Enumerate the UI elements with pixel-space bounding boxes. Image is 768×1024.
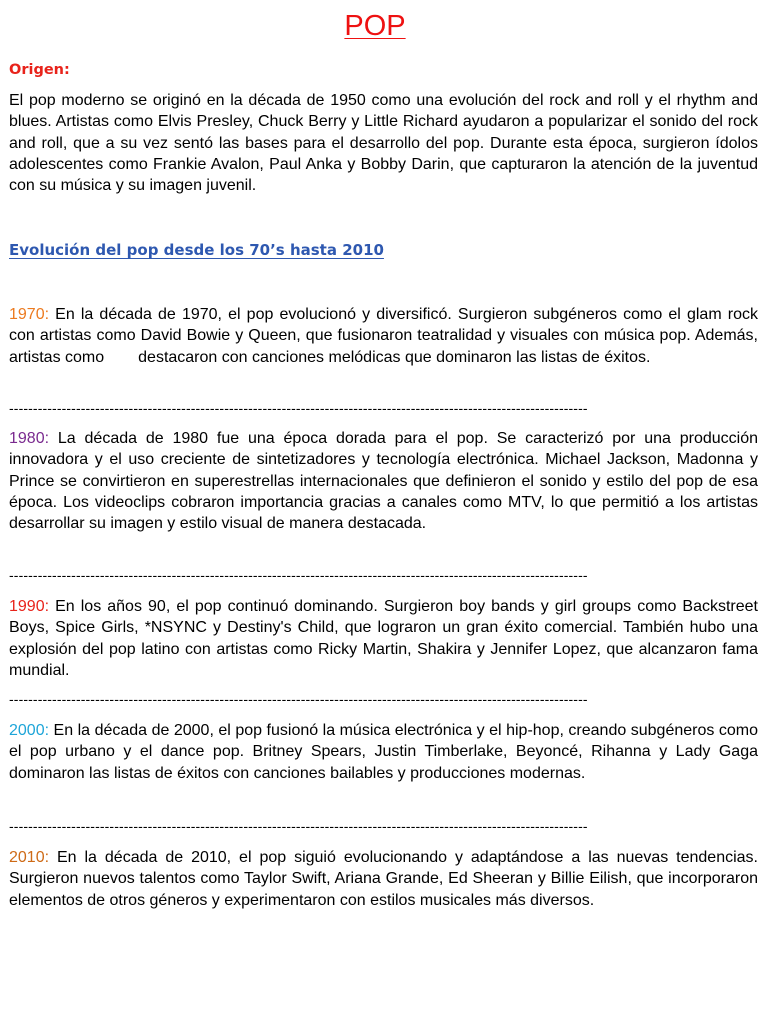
decade-2010-year: 2010: [9,849,50,866]
origin-paragraph: El pop moderno se originó en la década de 1950 como una evolución del rock and roll y el rhythm and blues. Artistas como Elvis Presley, Chuck Berry y Little Richard ayudaron a popularizar el sonido del rock and roll, que a su vez sentó las bases para el desarrollo del pop. Durante esta época, surgieron ídolos adolescentes como Frankie Avalon, Paul Anka y Bobby Darin, que capturaron la atención de la juventud con su música y su imagen juvenil. [9,92,758,195]
decade-1970-paragraph [9,304,758,368]
decade-1990-text: En los años 90, el pop continuó dominando. Surgieron boy bands y girl groups como Backstreet Boys, Spice Girls, *NSYNC y Destiny's Child, que lograron un gran éxito comercial. También hubo una explosión del pop latino con artistas como Ricky Martin, Shakira y Jennifer Lopez, que alcanzaron fama mundial. [9,598,758,679]
decade-2000-year: 2000: [9,722,50,739]
decade-2000-paragraph [9,720,758,784]
decade-2010-paragraph [9,847,758,911]
decade-1990-paragraph [9,596,758,681]
origin-heading: Origen: [9,62,70,78]
decade-1980-year: 1980: [9,430,50,447]
decade-1980-text: La década de 1980 fue una época dorada para el pop. Se caracterizó por una producción innovadora y el uso creciente de sintetizadores y tecnología electrónica. Michael Jackson, Madonna y Prince se convirtieron en superestrellas internacionales que definieron el sonido y estilo del pop de esa época. Los videoclips cobraron importancia gracias a canales como MTV, lo que permitió a los artistas desarrollar su imagen y estilo visual de manera destacada. [9,430,758,533]
separator-line: ------------------------------------------------------------------------------------------------------------------------- [9,567,588,583]
decade-1970-text-part2: destacaron con canciones melódicas que dominaron las listas de éxitos. [138,348,651,366]
decade-1970-year: 1970: [9,306,50,323]
decade-1980-paragraph [9,428,758,534]
separator-line: ------------------------------------------------------------------------------------------------------------------------- [9,691,588,707]
page-title: POP [344,10,406,42]
evolution-heading: Evolución del pop desde los 70’s hasta 2010 [9,241,384,259]
separator-line: ------------------------------------------------------------------------------------------------------------------------- [9,818,588,834]
decade-1990-year: 1990: [9,598,50,615]
separator-line: ------------------------------------------------------------------------------------------------------------------------- [9,400,588,416]
decade-1970-text-part1: En la década de 1970, el pop evolucionó y diversificó. Surgieron subgéneros como el glam rock con artistas como David Bowie y Queen, que fusionaron teatralidad y visuales con música pop. Además, artistas como [9,306,758,366]
decade-2010-text: En la década de 2010, el pop siguió evolucionando y adaptándose a las nuevas tendencias. Surgieron nuevos talentos como Taylor Swift, Ariana Grande, Ed Sheeran y Billie Eilish, que incorporaron elementos de otros géneros y experimentaron con estilos musicales más diversos. [9,849,758,909]
decade-2000-text: En la década de 2000, el pop fusionó la música electrónica y el hip-hop, creando subgéneros como el pop urbano y el dance pop. Britney Spears, Justin Timberlake, Beyoncé, Rihanna y Lady Gaga dominaron las listas de éxitos con canciones bailables y producciones modernas. [9,722,758,782]
